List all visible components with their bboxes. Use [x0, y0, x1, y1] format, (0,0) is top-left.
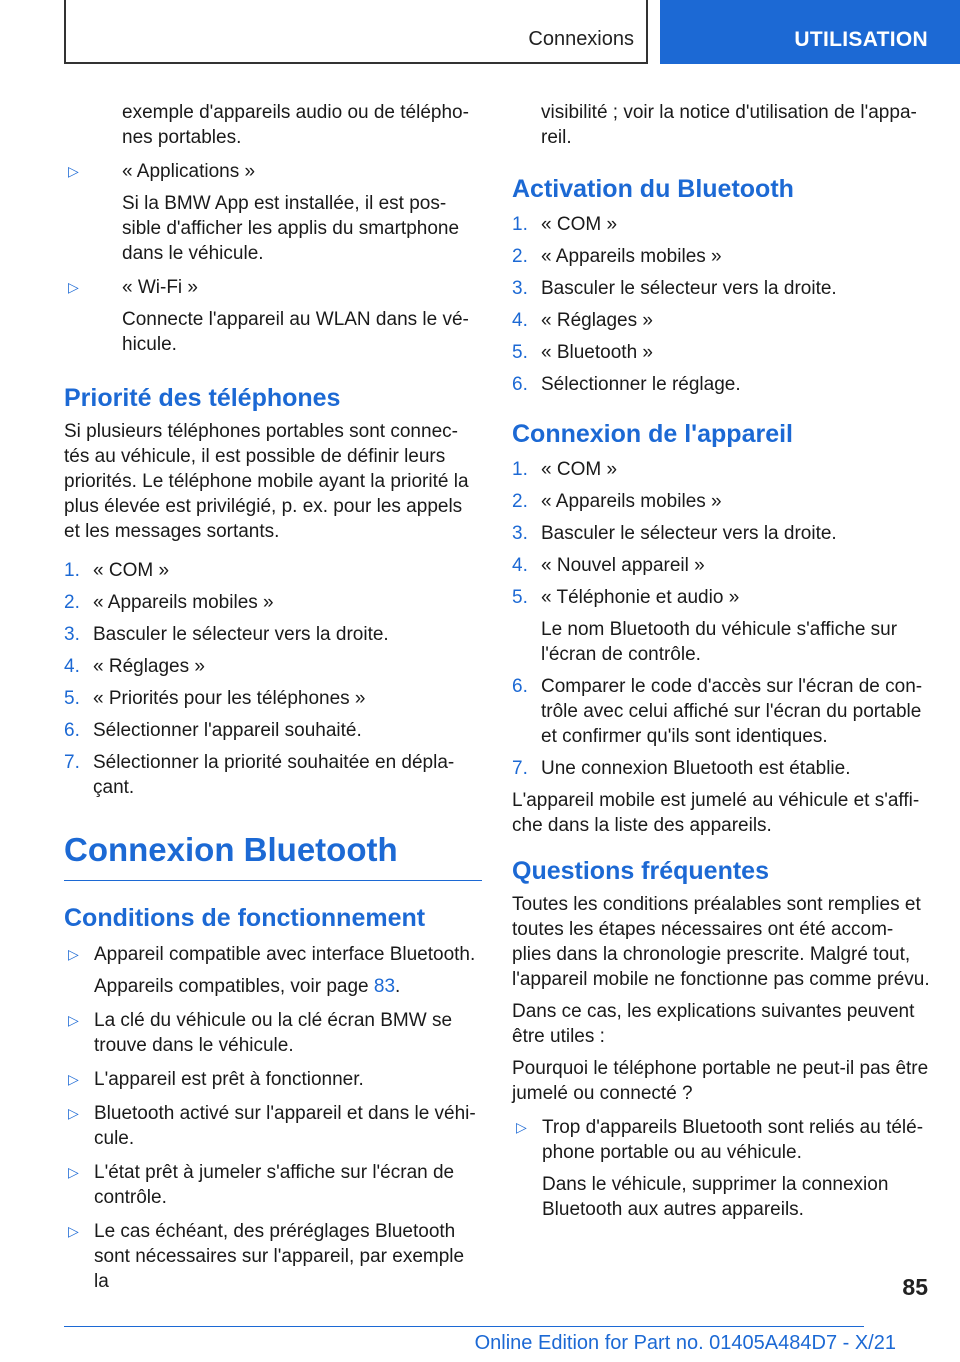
- step-text: « Nouvel appareil »: [541, 555, 705, 576]
- step-text: « Réglages »: [541, 310, 653, 331]
- list-item: [512, 457, 930, 482]
- step-text: « COM »: [541, 459, 618, 480]
- step-number: 7.: [64, 752, 80, 773]
- step-text: « Téléphonie et audio »: [541, 587, 740, 608]
- step-number: 3.: [512, 523, 528, 544]
- step-number: 1.: [512, 214, 528, 235]
- list-item: [64, 654, 482, 679]
- bullet-item: [512, 1115, 930, 1222]
- step-text: Une connexion Bluetooth est établie.: [541, 758, 851, 779]
- list-item: [64, 686, 482, 711]
- bullet-item: [64, 942, 482, 999]
- list-item: [64, 750, 482, 800]
- step-description: Le nom Bluetooth du véhicule s'affiche sur l'écran de contrôle.: [541, 619, 898, 665]
- step-text: « Réglages »: [93, 656, 205, 677]
- step-text: Basculer le sélecteur vers la droite.: [541, 278, 837, 299]
- step-text: Comparer le code d'accès sur l'écran de con-trôle avec celui affiché sur l'écran du portable et confirmer qu'ils sont identiques.: [541, 676, 923, 747]
- bullet-text: L'état prêt à jumeler s'affiche sur l'écran de contrôle.: [94, 1162, 455, 1208]
- list-item: [512, 212, 930, 237]
- triangle-bullet-icon: ▷: [68, 1012, 79, 1028]
- step-text: « Bluetooth »: [541, 342, 653, 363]
- bullet-text: Appareil compatible avec interface Bluetooth.: [94, 944, 476, 965]
- bullet-item: [64, 1219, 482, 1294]
- bullet-item: [64, 1067, 482, 1092]
- step-text: « Appareils mobiles »: [541, 246, 722, 267]
- triangle-bullet-icon: ▷: [68, 1105, 79, 1121]
- header-chapter-title: UTILISATION: [794, 28, 928, 51]
- step-number: 5.: [512, 342, 528, 363]
- bullet-description: Dans le véhicule, supprimer la connexion Bluetooth aux autres appareils.: [542, 1174, 889, 1220]
- list-item: [512, 489, 930, 514]
- faq-question: Pourquoi le téléphone portable ne peut-il pas être jumelé ou connecté ?: [512, 1058, 929, 1104]
- step-number: 4.: [512, 310, 528, 331]
- activation-heading: Activation du Bluetooth: [512, 175, 794, 203]
- step-text: « COM »: [541, 214, 618, 235]
- connect-steps-list: [512, 457, 930, 781]
- conditions-heading: Conditions de fonctionnement: [64, 904, 426, 932]
- step-number: 6.: [512, 676, 528, 697]
- list-item: [64, 558, 482, 583]
- header-section-title: Connexions: [528, 28, 634, 50]
- list-item: [512, 372, 930, 397]
- step-text: Sélectionner la priorité souhaitée en dépla-çant.: [93, 752, 455, 798]
- list-item: [512, 340, 930, 365]
- bullet-text: Trop d'appareils Bluetooth sont reliés au télé-phone portable ou au véhicule.: [542, 1117, 924, 1163]
- left-column: [64, 100, 482, 1294]
- step-text: Basculer le sélecteur vers la droite.: [93, 624, 389, 645]
- step-text: « Appareils mobiles »: [93, 592, 274, 613]
- faq-paragraph: Toutes les conditions préalables sont remplies et toutes les étapes nécessaires ont été accom-plies dans la chronologie prescrite. Malgré tout, l'appareil mobile ne fonctionne pas comme prévu.: [512, 894, 930, 990]
- triangle-bullet-icon: ▷: [68, 1164, 79, 1180]
- step-number: 3.: [512, 278, 528, 299]
- bullet-text: La clé du véhicule ou la clé écran BMW se trouve dans le véhicule.: [94, 1010, 453, 1056]
- step-number: 2.: [512, 491, 528, 512]
- footer-edition: Online Edition for Part no. 01405A484D7 - X/21: [474, 1332, 896, 1354]
- header-section-tab: [64, 0, 648, 64]
- header-chapter-tab: [660, 0, 960, 64]
- list-item: [512, 276, 930, 301]
- list-item: [512, 756, 930, 781]
- bullet-item: [64, 1008, 482, 1058]
- step-number: 1.: [64, 560, 80, 581]
- bullet-text: L'appareil est prêt à fonctionner.: [94, 1069, 364, 1090]
- activation-steps-list: [512, 212, 930, 397]
- triangle-bullet-icon: ▷: [68, 1071, 79, 1087]
- step-number: 7.: [512, 758, 528, 779]
- triangle-bullet-icon: ▷: [68, 946, 79, 962]
- bullet-description: Si la BMW App est installée, il est pos-sible d'afficher les applis du smartphone dans le véhicule.: [122, 193, 460, 264]
- bullet-description: Connecte l'appareil au WLAN dans le vé-hicule.: [122, 309, 469, 355]
- step-number: 1.: [512, 459, 528, 480]
- right-column: [512, 100, 930, 1222]
- step-text: Sélectionner l'appareil souhaité.: [93, 720, 362, 741]
- step-number: 3.: [64, 624, 80, 645]
- step-number: 2.: [512, 246, 528, 267]
- list-item: [512, 521, 930, 546]
- connect-heading: Connexion de l'appareil: [512, 420, 793, 448]
- list-item: [64, 622, 482, 647]
- step-number: 5.: [512, 587, 528, 608]
- faq-heading: Questions fréquentes: [512, 857, 769, 885]
- step-text: « COM »: [93, 560, 170, 581]
- step-text: « Priorités pour les téléphones »: [93, 688, 366, 709]
- step-text: Basculer le sélecteur vers la droite.: [541, 523, 837, 544]
- compat-period: .: [395, 976, 401, 997]
- triangle-bullet-icon: ▷: [68, 279, 79, 295]
- priority-paragraph: Si plusieurs téléphones portables sont connec-tés au véhicule, il est possible de définir leurs priorités. Le téléphone mobile ayant la priorité la plus élevée est privilégié, p. ex. pour les appels et les messages sortants.: [64, 421, 469, 542]
- list-item: [512, 674, 930, 749]
- step-text: Sélectionner le réglage.: [541, 374, 741, 395]
- step-number: 5.: [64, 688, 80, 709]
- footer-divider: [64, 1326, 864, 1327]
- page-number: 85: [902, 1274, 928, 1300]
- bullet-item: [64, 1160, 482, 1210]
- list-item: [512, 585, 930, 667]
- triangle-bullet-icon: ▷: [516, 1119, 527, 1135]
- bluetooth-section-title: Connexion Bluetooth: [64, 830, 482, 881]
- bullet-label: « Wi-Fi »: [122, 277, 198, 298]
- step-number: 4.: [64, 656, 80, 677]
- list-item: [512, 553, 930, 578]
- compat-text: Appareils compatibles, voir page: [94, 976, 374, 997]
- step-text: « Appareils mobiles »: [541, 491, 722, 512]
- list-item: [64, 718, 482, 743]
- bullet-text: Bluetooth activé sur l'appareil et dans le véhi-cule.: [94, 1103, 476, 1149]
- bullet-text: Le cas échéant, des préréglages Bluetooth sont nécessaires sur l'appareil, par exemple la: [94, 1221, 465, 1292]
- continued-text: exemple d'appareils audio ou de télépho-nes portables.: [122, 102, 469, 148]
- triangle-bullet-icon: ▷: [68, 163, 79, 179]
- faq-paragraph: Dans ce cas, les explications suivantes peuvent être utiles :: [512, 1001, 915, 1047]
- priority-steps-list: [64, 558, 482, 800]
- step-number: 6.: [512, 374, 528, 395]
- step-number: 6.: [64, 720, 80, 741]
- page-link[interactable]: 83: [373, 976, 396, 997]
- list-item: [512, 308, 930, 333]
- list-item: [512, 244, 930, 269]
- bullet-item: [64, 275, 482, 357]
- step-number: 2.: [64, 592, 80, 613]
- priority-heading: Priorité des téléphones: [64, 384, 341, 412]
- step-number: 4.: [512, 555, 528, 576]
- connect-result-paragraph: L'appareil mobile est jumelé au véhicule et s'affi-che dans la liste des appareils.: [512, 790, 920, 836]
- bullet-item: [64, 1101, 482, 1151]
- bullet-item: [64, 159, 482, 266]
- bullet-label: « Applications »: [122, 161, 256, 182]
- bullet-description: [94, 974, 482, 999]
- triangle-bullet-icon: ▷: [68, 1223, 79, 1239]
- list-item: [64, 590, 482, 615]
- continued-text: visibilité ; voir la notice d'utilisation de l'appa-reil.: [541, 102, 917, 148]
